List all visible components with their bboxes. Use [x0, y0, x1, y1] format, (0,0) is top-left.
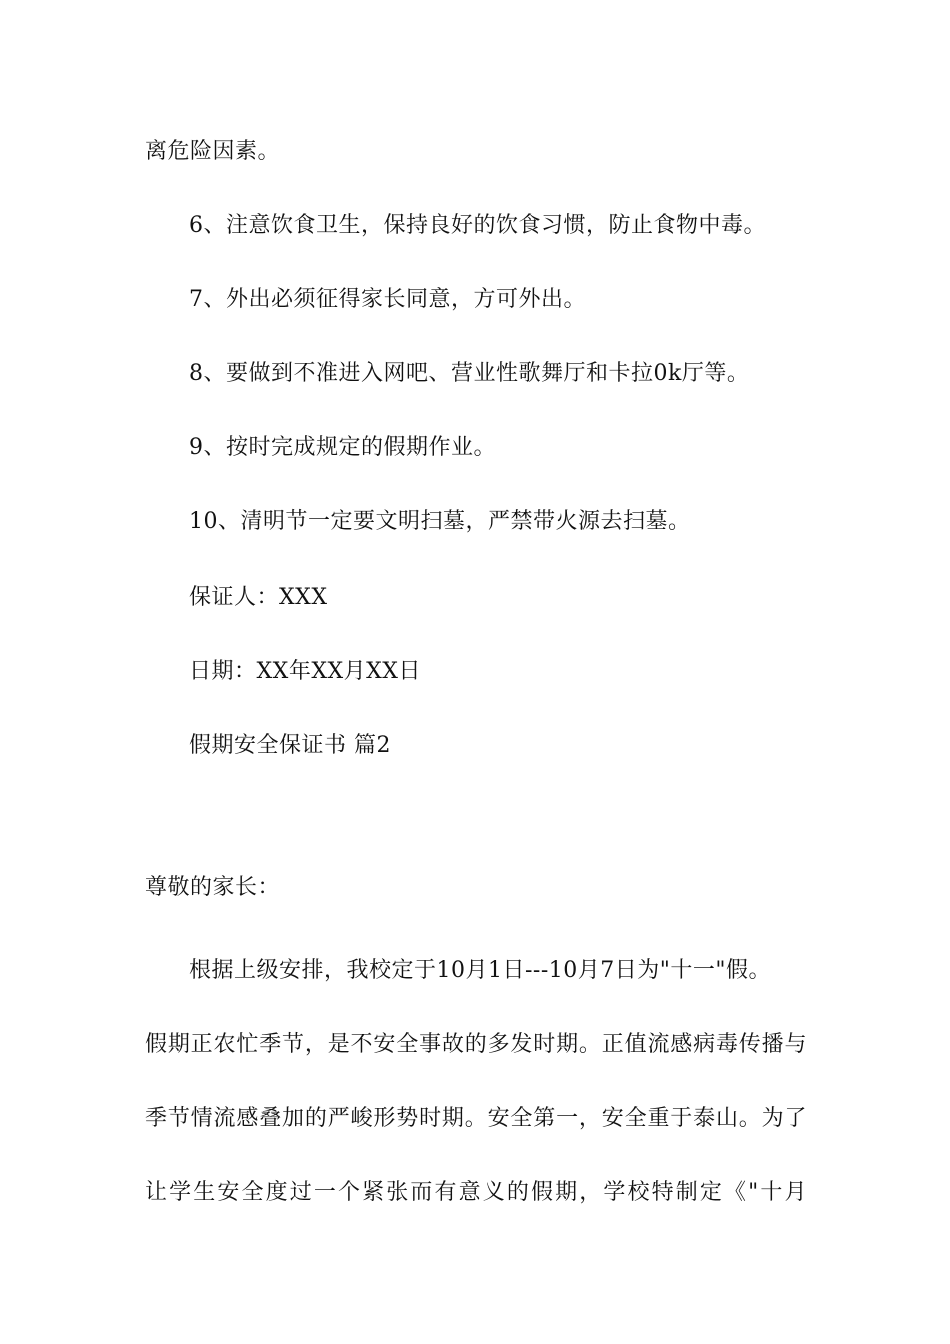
- paragraph-continuation: 离危险因素。: [145, 139, 281, 164]
- list-item-9: 9、按时完成规定的假期作业。: [189, 435, 496, 460]
- salutation: 尊敬的家长：: [145, 875, 281, 900]
- body-paragraph-line-2: 假期正农忙季节，是不安全事故的多发时期。正值流感病毒传播与: [145, 1032, 807, 1057]
- list-item-10: 10、清明节一定要文明扫墓，严禁带火源去扫墓。: [189, 509, 691, 534]
- list-item-6: 6、注意饮食卫生，保持良好的饮食习惯，防止食物中毒。: [189, 213, 766, 238]
- section-heading: 假期安全保证书 篇2: [189, 733, 391, 758]
- list-item-8: 8、要做到不准进入网吧、营业性歌舞厅和卡拉0k厅等。: [189, 361, 750, 386]
- list-item-7: 7、外出必须征得家长同意，方可外出。: [189, 287, 586, 312]
- body-paragraph-line-1: 根据上级安排，我校定于10月1日---10月7日为"十一"假。: [189, 958, 772, 983]
- body-paragraph-line-4: 让学生安全度过一个紧张而有意义的假期，学校特制定《"十月: [145, 1180, 807, 1205]
- date-line: 日期：XX年XX月XX日: [189, 659, 421, 684]
- guarantor-line: 保证人：XXX: [189, 585, 328, 610]
- body-paragraph-line-3: 季节情流感叠加的严峻形势时期。安全第一，安全重于泰山。为了: [145, 1106, 807, 1131]
